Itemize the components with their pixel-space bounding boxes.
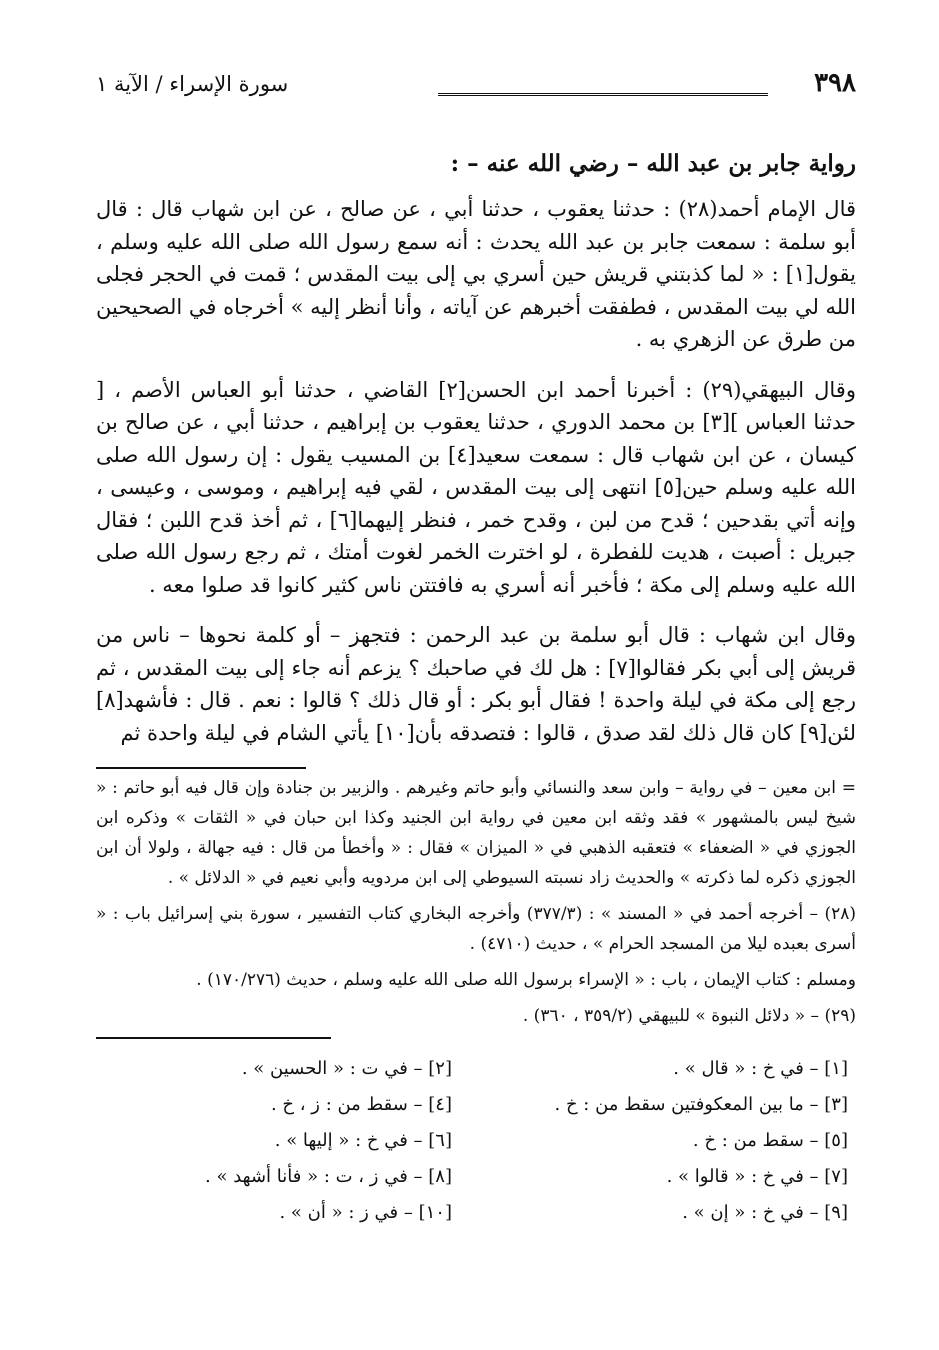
variant-note: [٦] – في خ : « إليها » . <box>274 1130 452 1151</box>
footnote-28: (٢٨) – أخرجه أحمد في « المسند » : (٣٧٧/٣) وأخرجه البخاري كتاب التفسير ، سورة بني إسرائيل باب : « أسرى بعبده ليلا من المسجد الحرام » ، حديث (٤٧١٠) . <box>96 904 856 954</box>
footnote-continuation: = ابن معين – في رواية – وابن سعد والنسائي وأبو حاتم وغيرهم . والزبير بن جنادة وإن قال فيه أبو حاتم : « شيخ ليس بالمشهور » فقد وثقه ابن معين في رواية ابن الجنيد وكذا ابن حبان في « الثقات » وذكره ابن الجوزي في « الضعفاء » فتعقبه الذهبي في « الميزان » فقال : « وأخطأ من قال : فيه جهالة ، ولولا أن ابن الجوزي ذكره لما ذكرته » والحديث زاد نسبته السيوطي إلى ابن مردويه وأبي نعيم في « الدلائل » . <box>96 778 856 888</box>
footnote-28-muslim: ومسلم : كتاب الإيمان ، باب : « الإسراء برسول الله صلى الله عليه وسلم ، حديث (١٧٠/٢٧٦) . <box>196 970 856 990</box>
page-header <box>96 58 856 98</box>
variant-note: [٥] – سقط من : خ . <box>692 1130 848 1151</box>
footnote-separator <box>96 767 306 769</box>
variant-note: [٧] – في خ : « قالوا » . <box>666 1166 848 1187</box>
variant-note: [١] – في خ : « قال » . <box>673 1058 848 1079</box>
variant-note: [٩] – في خ : « إن » . <box>682 1202 848 1223</box>
running-title: سورة الإسراء / الآية ١ <box>96 72 289 96</box>
variant-note: [١٠] – في ز : « أن » . <box>279 1202 452 1223</box>
header-rule <box>438 93 768 98</box>
footnote-29: (٢٩) – « دلائل النبوة » للبيهقي (٣٥٩/٢ ، ٣٦٠) . <box>522 1006 856 1026</box>
variant-notes <box>96 1051 856 1231</box>
book-page <box>96 58 856 1231</box>
variant-note: [٨] – في ز ، ت : « فأنا أشهد » . <box>205 1166 452 1187</box>
variant-note: [٢] – في ت : « الحسين » . <box>241 1058 452 1079</box>
page-number: ٣٩٨ <box>814 68 856 98</box>
section-title: رواية جابر بن عبد الله – رضي الله عنه – : <box>450 150 856 177</box>
variants-separator <box>96 1037 331 1039</box>
variant-note: [٣] – ما بين المعكوفتين سقط من : خ . <box>554 1094 848 1115</box>
variant-note: [٤] – سقط من : ز ، خ . <box>270 1094 452 1115</box>
paragraph-ahmad: قال الإمام أحمد(٢٨) : حدثنا يعقوب ، حدثنا أبي ، عن صالح ، عن ابن شهاب قال : قال أبو سلمة : سمعت جابر بن عبد الله يحدث : أنه سمع رسول الله صلى الله عليه وسلم ، يقول[١] : « لما كذبتني قريش حين أسري بي إلى بيت المقدس ؛ قمت في الحجر فجلى الله لي بيت المقدس ، فطفقت أخبرهم عن آياته ، وأنا أنظر إليه » أخرجاه في الصحيحين من طرق عن الزهري به . <box>96 197 857 351</box>
paragraph-bayhaqi: وقال البيهقي(٢٩) : أخبرنا أحمد ابن الحسن[٢] القاضي ، حدثنا أبو العباس الأصم ، [ حدثنا العباس ][٣] بن محمد الدوري ، حدثنا يعقوب بن إبراهيم ، حدثنا أبي ، عن صالح بن كيسان ، عن ابن شهاب قال : سمعت سعيد[٤] بن المسيب يقول : إن رسول الله صلى الله عليه وسلم حين[٥] انتهى إلى بيت المقدس ، لقي فيه إبراهيم ، وموسى ، وعيسى ، وإنه أتي بقدحين ؛ قدح من لبن ، وقدح خمر ، فنظر إليهما[٦] ، ثم أخذ قدح اللبن ؛ فقال جبريل : أصبت ، هديت للفطرة ، لو اخترت الخمر لغوت أمتك ، ثم رجع رسول الله صلى الله عليه وسلم إلى مكة ؛ فأخبر أنه أسري به فافتتن ناس كثير كانوا قد صلوا معه . <box>96 377 856 597</box>
paragraph-ibn-shihab: وقال ابن شهاب : قال أبو سلمة بن عبد الرحمن : فتجهز – أو كلمة نحوها – ناس من قريش إلى أبي بكر فقالوا[٧] : هل لك في صاحبك ؟ يزعم أنه جاء إلى بيت المقدس ، ثم رجع إلى مكة في ليلة واحدة ! فقال أبو بكر : أو قال ذلك ؟ قالوا : نعم . قال : فأشهد[٨] لئن[٩] كان قال ذلك لقد صدق ، قالوا : فتصدقه بأن[١٠] يأتي الشام في ليلة واحدة ثم <box>96 623 857 745</box>
